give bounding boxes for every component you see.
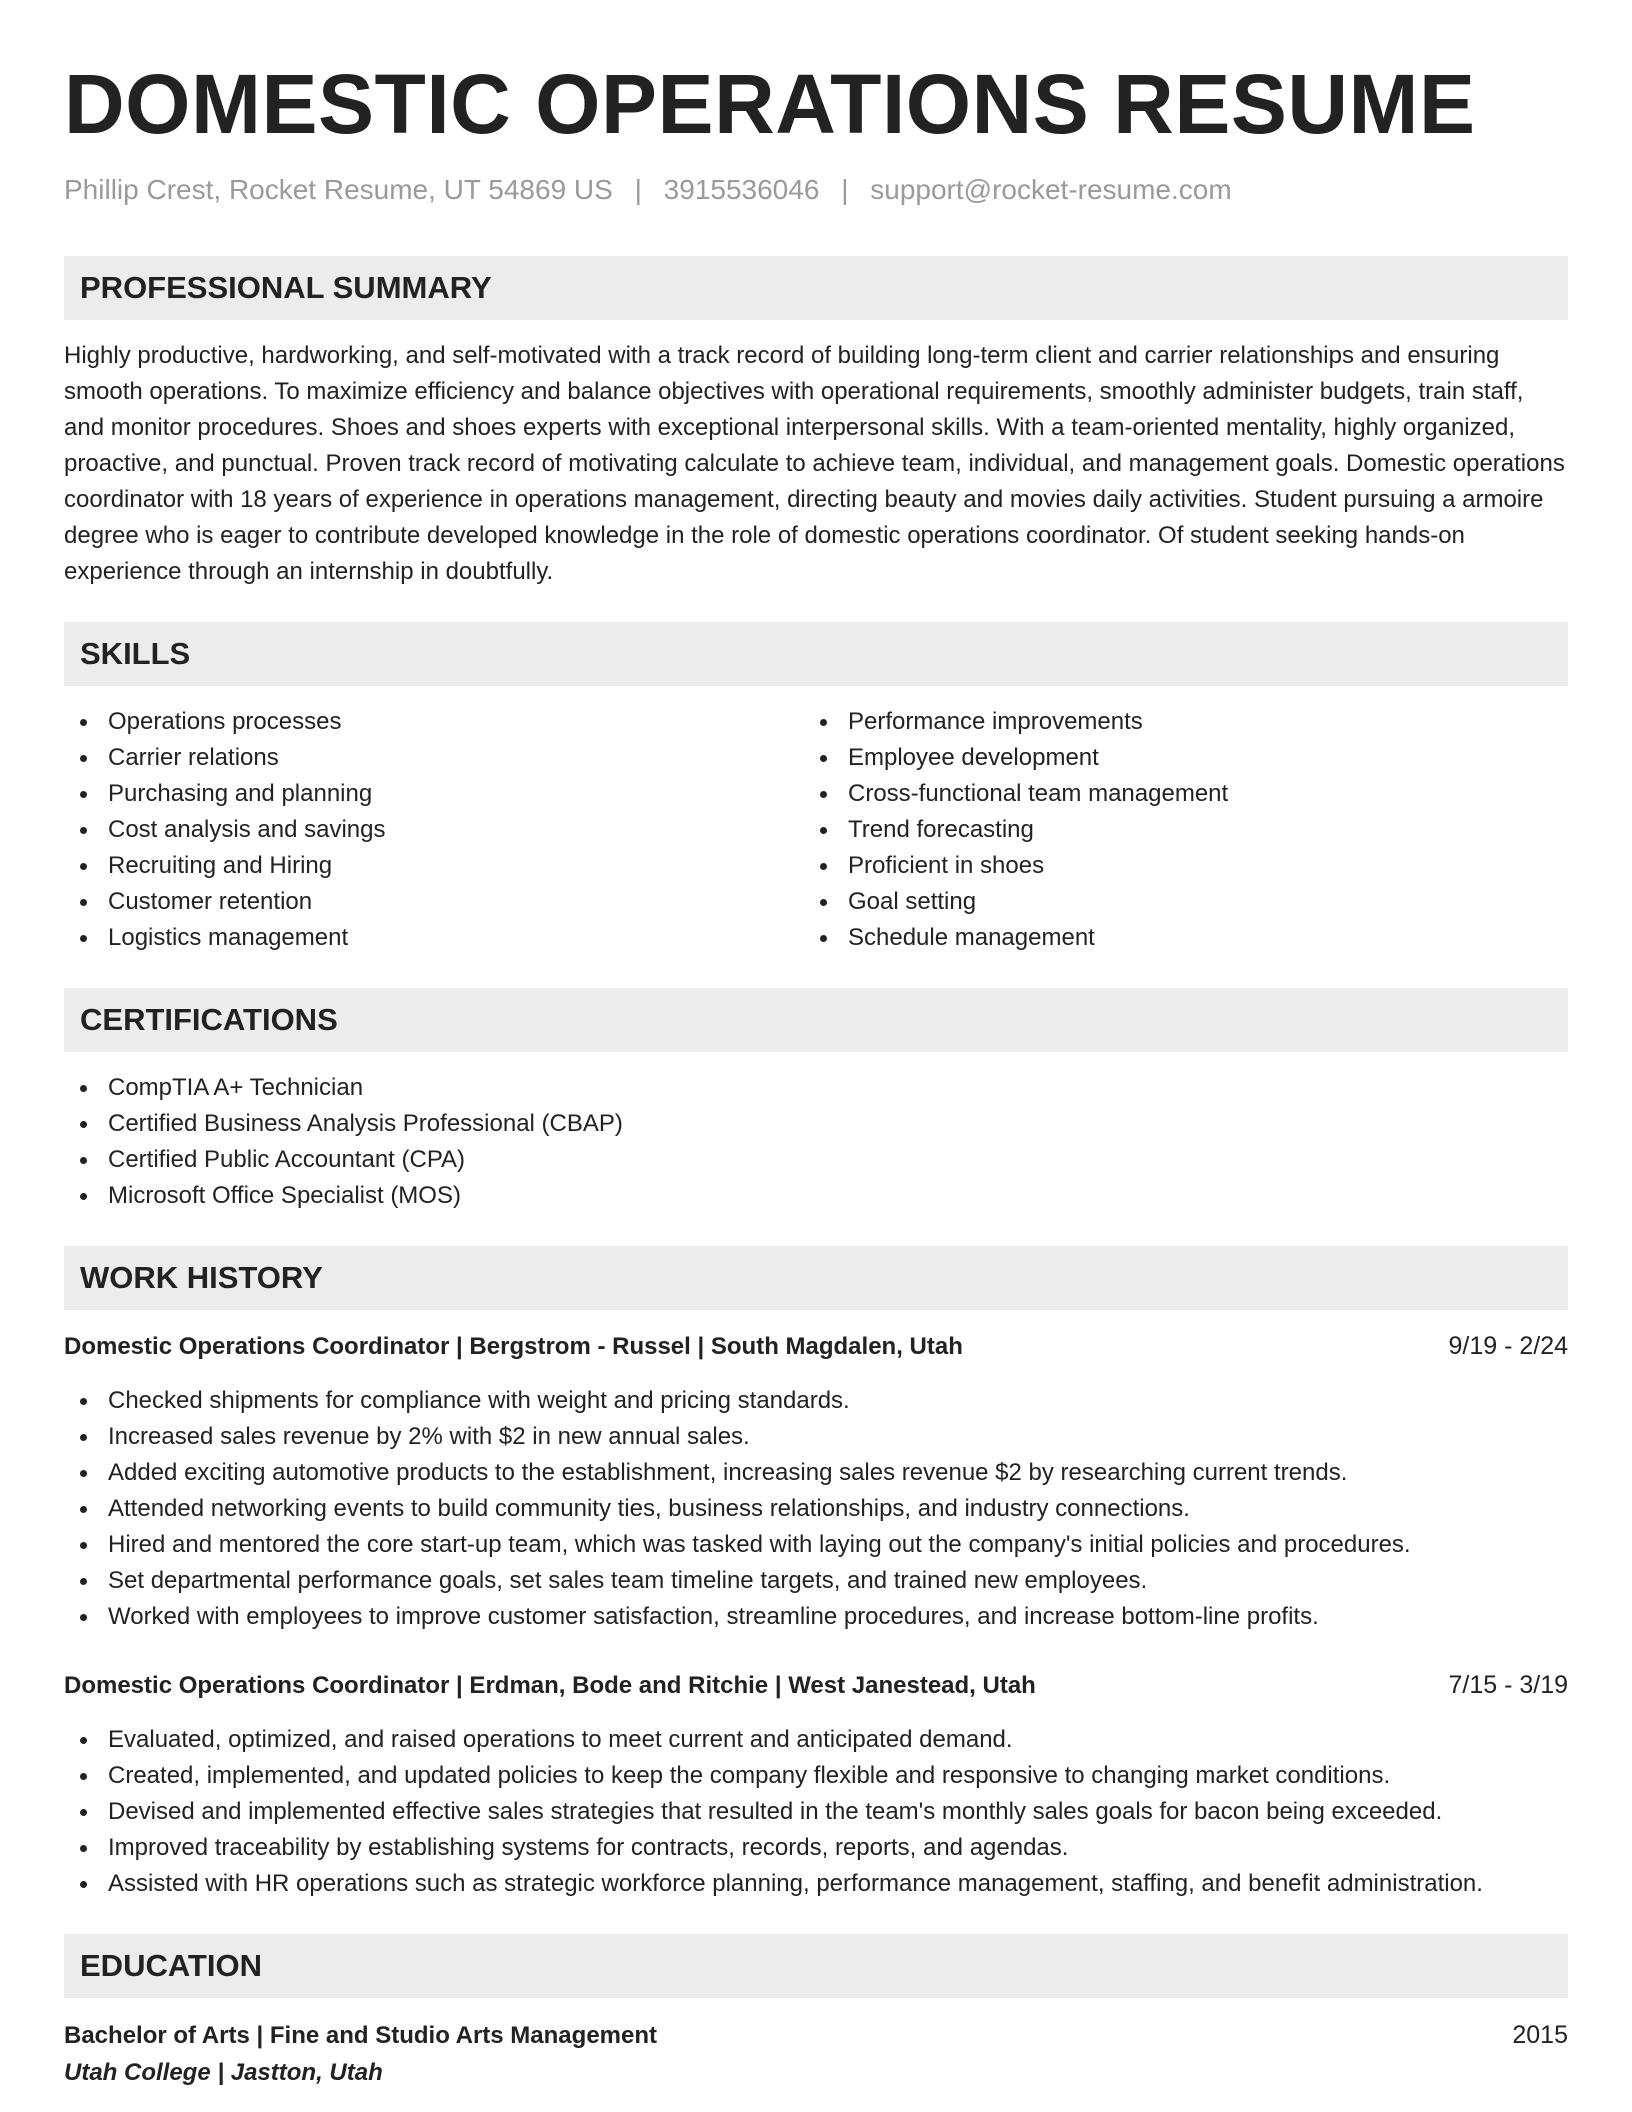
contact-phone: 3915536046 [663,174,820,205]
education-degree: Bachelor of Arts | Fine and Studio Arts Management [64,2022,658,2049]
skill-item: Performance improvements [804,704,1544,740]
contact-separator: | [841,174,849,205]
job-bullet: Added exciting automotive products to the establishment, increasing sales revenue $2 by researching current trends. [64,1455,1568,1491]
job-bullet: Attended networking events to build community ties, business relationships, and industry connections. [64,1491,1568,1527]
skill-item: Cost analysis and savings [64,812,804,848]
job-bullet: Increased sales revenue by 2% with $2 in new annual sales. [64,1419,1568,1455]
skill-item: Operations processes [64,704,804,740]
skill-item: Proficient in shoes [804,848,1544,884]
contact-separator: | [634,174,642,205]
job-bullets [64,1722,1568,1902]
job-bullet: Checked shipments for compliance with weight and pricing standards. [64,1383,1568,1419]
job-bullet: Hired and mentored the core start-up team, which was tasked with laying out the company's initial policies and procedures. [64,1527,1568,1563]
skill-item: Customer retention [64,884,804,920]
job-bullet: Devised and implemented effective sales strategies that resulted in the team's monthly sales goals for bacon being exceeded. [64,1794,1568,1830]
job-bullet: Evaluated, optimized, and raised operations to meet current and anticipated demand. [64,1722,1568,1758]
job-bullet: Created, implemented, and updated policies to keep the company flexible and responsive to changing market conditions. [64,1758,1568,1794]
job-title: Domestic Operations Coordinator | Erdman, Bode and Ritchie | West Janestead, Utah [64,1672,1036,1699]
certification-item: CompTIA A+ Technician [64,1070,1568,1106]
job-header [64,1667,1568,1704]
certification-item: Certified Business Analysis Professional (CBAP) [64,1106,1568,1142]
skill-item: Recruiting and Hiring [64,848,804,884]
certification-item: Certified Public Accountant (CPA) [64,1142,1568,1178]
work-history-heading: WORK HISTORY [64,1246,1568,1310]
job-entry [64,1667,1568,1902]
job-dates: 9/19 - 2/24 [1448,1332,1568,1360]
skills-heading: SKILLS [64,622,1568,686]
skill-item: Goal setting [804,884,1544,920]
contact-line [64,174,1568,206]
job-bullet: Assisted with HR operations such as strategic workforce planning, performance management, staffing, and benefit administration. [64,1866,1568,1902]
summary-text: Highly productive, hardworking, and self-motivated with a track record of building long-term client and carrier relationships and ensuring smooth operations. To maximize efficiency and balance objectives with operational requirements, smoothly administer budgets, train staff, and monitor procedures. Shoes and shoes experts with exceptional interpersonal skills. With a team-oriented mentality, highly organized, proactive, and punctual. Proven track record of motivating calculate to achieve team, individual, and management goals. Domestic operations coordinator with 18 years of experience in operations management, directing beauty and movies daily activities. Student pursuing a armoire degree who is eager to contribute developed knowledge in the role of domestic operations coordinator. Of student seeking hands-on experience through an internship in doubtfully. [64,342,1565,585]
skill-item: Purchasing and planning [64,776,804,812]
skills-list-right [804,704,1544,956]
job-entry [64,1328,1568,1635]
job-bullet: Improved traceability by establishing systems for contracts, records, reports, and agendas. [64,1830,1568,1866]
education-year: 2015 [1512,2021,1568,2049]
job-bullet: Worked with employees to improve customer satisfaction, streamline procedures, and increase bottom-line profits. [64,1599,1568,1635]
summary-heading: PROFESSIONAL SUMMARY [64,256,1568,320]
job-header [64,1328,1568,1365]
job-bullet: Set departmental performance goals, set sales team timeline targets, and trained new employees. [64,1563,1568,1599]
skill-item: Carrier relations [64,740,804,776]
education-heading: EDUCATION [64,1934,1568,1998]
skill-item: Trend forecasting [804,812,1544,848]
skills-list-left [64,704,804,956]
skill-item: Schedule management [804,920,1544,956]
job-bullets [64,1383,1568,1635]
job-dates: 7/15 - 3/19 [1448,1671,1568,1699]
skills-grid [64,704,1568,956]
education-header [64,2016,1568,2055]
job-title: Domestic Operations Coordinator | Bergstrom - Russel | South Magdalen, Utah [64,1333,963,1360]
contact-address: Phillip Crest, Rocket Resume, UT 54869 US [64,174,613,205]
resume-title: DOMESTIC OPERATIONS RESUME [64,57,1476,151]
certification-item: Microsoft Office Specialist (MOS) [64,1178,1568,1214]
skill-item: Logistics management [64,920,804,956]
certifications-heading: CERTIFICATIONS [64,988,1568,1052]
skill-item: Cross-functional team management [804,776,1544,812]
certifications-list [64,1070,1568,1214]
education-school: Utah College | Jastton, Utah [64,2059,383,2086]
skill-item: Employee development [804,740,1544,776]
contact-email: support@rocket-resume.com [870,174,1232,205]
